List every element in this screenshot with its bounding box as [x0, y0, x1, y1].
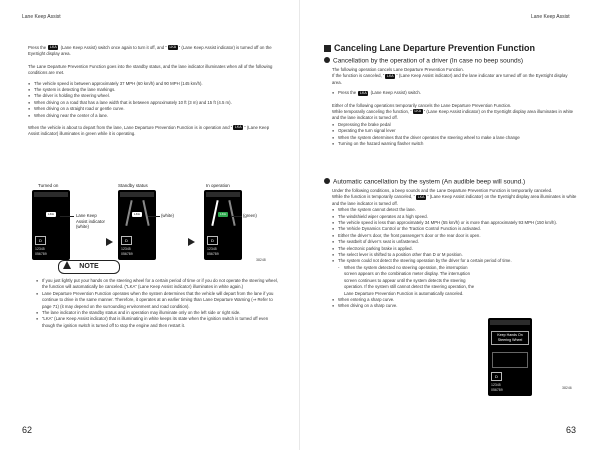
op-bullet-b: (Lane Keep Assist) switch. — [370, 90, 421, 96]
temp-paragraph — [332, 109, 578, 122]
list-item: ● The Vehicle Dynamics Control or the Traction Control Function is activated. — [332, 226, 578, 232]
list-item: ● The lane indicator in the standby status and in operation may illuminate only on the left side or right side. — [36, 310, 278, 316]
list-item — [332, 90, 578, 96]
intro-text-a: Press the — [28, 45, 47, 50]
odometer-readout — [207, 247, 219, 256]
list-item: - When the system detected no steering operation, the interruption screen appears on the combination meter display. The interruption screen continues to appear until the system detects the steering operation. If the system still cannot detect the steering operation, the Lane Departure Prevention Function is automatically canceled. — [338, 265, 480, 297]
odometer-readout — [35, 247, 47, 256]
odo-line2: 056789 — [207, 251, 219, 256]
square-bullet-icon — [324, 45, 331, 52]
intro-text-c: ” (Lane Keep Assist indicator) is turned off on the EyeSight display area. — [28, 45, 272, 57]
odo-line1: 12345 — [35, 247, 45, 251]
figure-label-in-operation: In operation — [206, 183, 230, 188]
list-item: ● The system could not detect the steering operation by the driver for a certain period of time. — [332, 258, 578, 264]
odo-line1: 12345 — [491, 383, 501, 387]
list-item: ● When driving near the center of a lane. — [28, 113, 278, 119]
odo-line2: 056789 — [35, 251, 47, 256]
lane-marking-right — [142, 200, 149, 226]
odo-line2: 056789 — [491, 387, 503, 392]
op-text-a: If the function is canceled, “ — [332, 73, 385, 79]
auto-paragraph — [332, 194, 578, 207]
figure-id: 38248 — [256, 258, 266, 262]
driver-cancel-body — [332, 67, 578, 151]
auto-intro: Under the following conditions, a beep sounds and the Lane Departure Prevention Function is temporarily canceled. — [332, 188, 553, 193]
auto-text-b: ” (Lane Keep Assist indicator) on the EyeSight display area illuminates in white and the lane indicator is turned off. — [332, 194, 577, 206]
screen-top-band — [34, 192, 68, 197]
circle-bullet-icon — [324, 178, 330, 184]
gear-indicator: D — [207, 236, 218, 245]
warning-triangle-icon — [63, 261, 71, 269]
gear-indicator: D — [35, 236, 46, 245]
figure-label-standby: Standby status — [118, 183, 148, 188]
odometer-readout — [491, 383, 503, 392]
list-item: ● Lane Departure Prevention Function operates when the system determines that the vehicle will depart from the lane if you continue to drive in the same manner. Therefore, it operates at an earlier timing than Lane Departure Warning (⇒ Refer to page 71) (it may depend on the surrounding environment and road condition). — [36, 291, 278, 310]
list-item: ● The vehicle speed is less than approximately 34 MPH (55 km/h) or is more than approximately 93 MPH (150 km/h). — [332, 220, 578, 226]
list-item: ● Operating the turn signal lever — [332, 128, 578, 134]
odo-line1: 12345 — [207, 247, 217, 251]
lane-keep-assist-indicator-icon: LKA — [417, 194, 425, 199]
note-list-container — [36, 278, 278, 333]
page-number-left: 62 — [22, 425, 33, 435]
list-item: ● When driving on a straight road or gentle curve. — [28, 106, 278, 112]
lane-keep-assist-switch-icon: LKA — [50, 45, 57, 50]
list-item: ● When driving on a road that has a lane width that is between approximately 10 ft (3 m) and 15 ft (4.5 m). — [28, 100, 278, 106]
list-item: ● The driver is holding the steering wheel. — [28, 93, 278, 99]
callout-green: (green) — [243, 213, 257, 218]
list-item: ● If you just lightly put your hands on the steering wheel for a certain period of time or if you do not operate the steering wheel, the function will automatically be canceled. (“LKA” (Lane Keep Assist indicator) illuminates in white again.) — [36, 278, 278, 291]
left-intro — [28, 45, 278, 142]
list-item: ● Turning on the hazard warning flasher switch — [332, 141, 578, 147]
list-item: ● The vehicle speed is between approximately 37 MPH (60 km/h) and 90 MPH (145 km/h). — [28, 81, 278, 87]
figure-id: 38246 — [562, 386, 572, 390]
list-item: ● When entering a sharp curve. — [332, 297, 578, 303]
circle-bullet-icon — [324, 57, 330, 63]
steering-wheel-icon — [492, 352, 528, 368]
list-item: ● When the system cannot detect the lane. — [332, 207, 578, 213]
lane-keep-assist-indicator-icon: LKA — [414, 109, 422, 114]
op-bullet-a: Press the — [338, 90, 357, 96]
list-item: ● Depressing the brake pedal — [332, 122, 578, 128]
temp-text-a: While temporarily canceling the function, “ — [332, 109, 412, 115]
screen-top-band — [206, 192, 240, 197]
figure-label-turned-on: Turned on — [38, 183, 59, 188]
callout-leader — [232, 216, 242, 217]
odo-line1: 12345 — [121, 247, 131, 251]
page-number-right: 63 — [566, 425, 577, 435]
list-item: ● When driving on a sharp curve. — [332, 303, 578, 309]
depart-text-b: ” (Lane Keep Assist indicator) illuminates in green while it is operating. — [28, 125, 270, 137]
meter-screen-interruption — [488, 318, 532, 396]
list-item: ● “LKA” (Lane Keep Assist indicator) that is illuminating in white keeps its state when the ignition switch is turned off even though the ignition switch is turned off to stop the engine and then restart it. — [36, 316, 278, 329]
standby-conditions-list — [28, 81, 278, 119]
auto-text-a: While the function is temporarily canceled, “ — [332, 194, 416, 200]
subsection-auto-cancel — [324, 178, 525, 186]
gear-indicator: D — [491, 372, 502, 381]
auto-cancel-body — [332, 188, 578, 314]
temp-list — [332, 122, 578, 148]
list-item: ● The seatbelt of driver’s seat is unfastened. — [332, 239, 578, 245]
callout-white: (white) — [161, 213, 174, 218]
op-intro: The following operation cancels Lane Departure Prevention Function. — [332, 67, 464, 72]
list-item: ● The electronic parking brake is applied. — [332, 246, 578, 252]
standby-intro: The Lane Departure Prevention Function goes into the standby status, and the lane indicator illuminates when all of the following conditions are met. — [28, 63, 273, 76]
subsection-text: Automatic cancellation by the system (An audible beep will sound.) — [333, 178, 526, 186]
lka-indicator-icon: LKA — [46, 212, 56, 217]
depart-text-a: When the vehicle is about to depart from the lane, Lane Departure Prevention Function is in operation and “ — [28, 125, 233, 131]
list-item: ● Either the driver’s door, the front passenger’s door or the rear door is open. — [332, 233, 578, 239]
gear-indicator: D — [121, 236, 132, 245]
meter-screen-standby — [118, 190, 156, 260]
screen-top-band — [490, 320, 530, 325]
callout-leader — [60, 216, 74, 217]
intro-text-b: (Lane Keep Assist) switch once again to turn it off, and “ — [60, 45, 167, 50]
odometer-readout — [121, 247, 133, 256]
auto-list-2 — [332, 297, 578, 310]
note-title: NOTE — [79, 263, 99, 270]
temp-intro: Either of the following operations temporarily cancels the Lane Departure Prevention Function. — [332, 102, 512, 108]
odo-line2: 056789 — [121, 251, 133, 256]
list-item: ● The select lever is shifted to a position other than D or M position. — [332, 252, 578, 258]
auto-sub-list — [338, 265, 480, 297]
list-item: ● The system is detecting the lane markings. — [28, 87, 278, 93]
subsection-driver-cancel — [324, 57, 523, 65]
page-divider — [299, 0, 300, 450]
callout-leader — [148, 216, 160, 217]
meter-screen-turned-on — [32, 190, 70, 260]
subsection-text: Cancellation by the operation of a driver (In case no beep sounds) — [333, 57, 524, 65]
meter-screen-in-operation — [204, 190, 242, 260]
list-item: ● The windshield wiper operates at a high speed. — [332, 214, 578, 220]
lka-indicator-icon: LKA — [132, 212, 142, 217]
running-head-left: Lane Keep Assist — [22, 14, 61, 20]
departure-paragraph — [28, 125, 278, 138]
list-item: ● When the system determines that the driver operates the steering wheel to make a lane change — [332, 135, 578, 141]
callout-lka-indicator: Lane Keep Assist indicator (white) — [76, 213, 105, 230]
screen-top-band — [120, 192, 154, 197]
lka-indicator-icon: LKA — [218, 212, 228, 217]
op-paragraph — [332, 73, 578, 86]
lane-marking-right — [228, 200, 235, 226]
arrow-right-icon — [188, 238, 195, 246]
arrow-right-icon — [106, 238, 113, 246]
lane-keep-assist-switch-icon: LKA — [360, 90, 367, 95]
lane-keep-assist-indicator-icon: LKA — [234, 125, 242, 130]
section-title — [324, 43, 535, 53]
section-title-text: Canceling Lane Departure Prevention Function — [334, 43, 536, 53]
note-list — [36, 278, 278, 329]
op-list — [332, 90, 578, 96]
auto-list — [332, 207, 578, 265]
temp-text-b: ” (Lane Keep Assist indicator) on the EyeSight display area illuminates in white and the lane indicator is turned off. — [332, 109, 574, 121]
keep-hands-message: Keep Hands On Steering Wheel — [491, 331, 529, 345]
left-intro-paragraph — [28, 45, 278, 58]
running-head-right: Lane Keep Assist — [531, 14, 570, 20]
lane-keep-assist-indicator-icon: LKA — [387, 73, 394, 78]
op-text-b: ” (Lane Keep Assist indicator) and the lane indicator are turned off on the EyeSight display area. — [332, 73, 568, 85]
lane-keep-assist-indicator-icon: LKA — [169, 45, 177, 50]
